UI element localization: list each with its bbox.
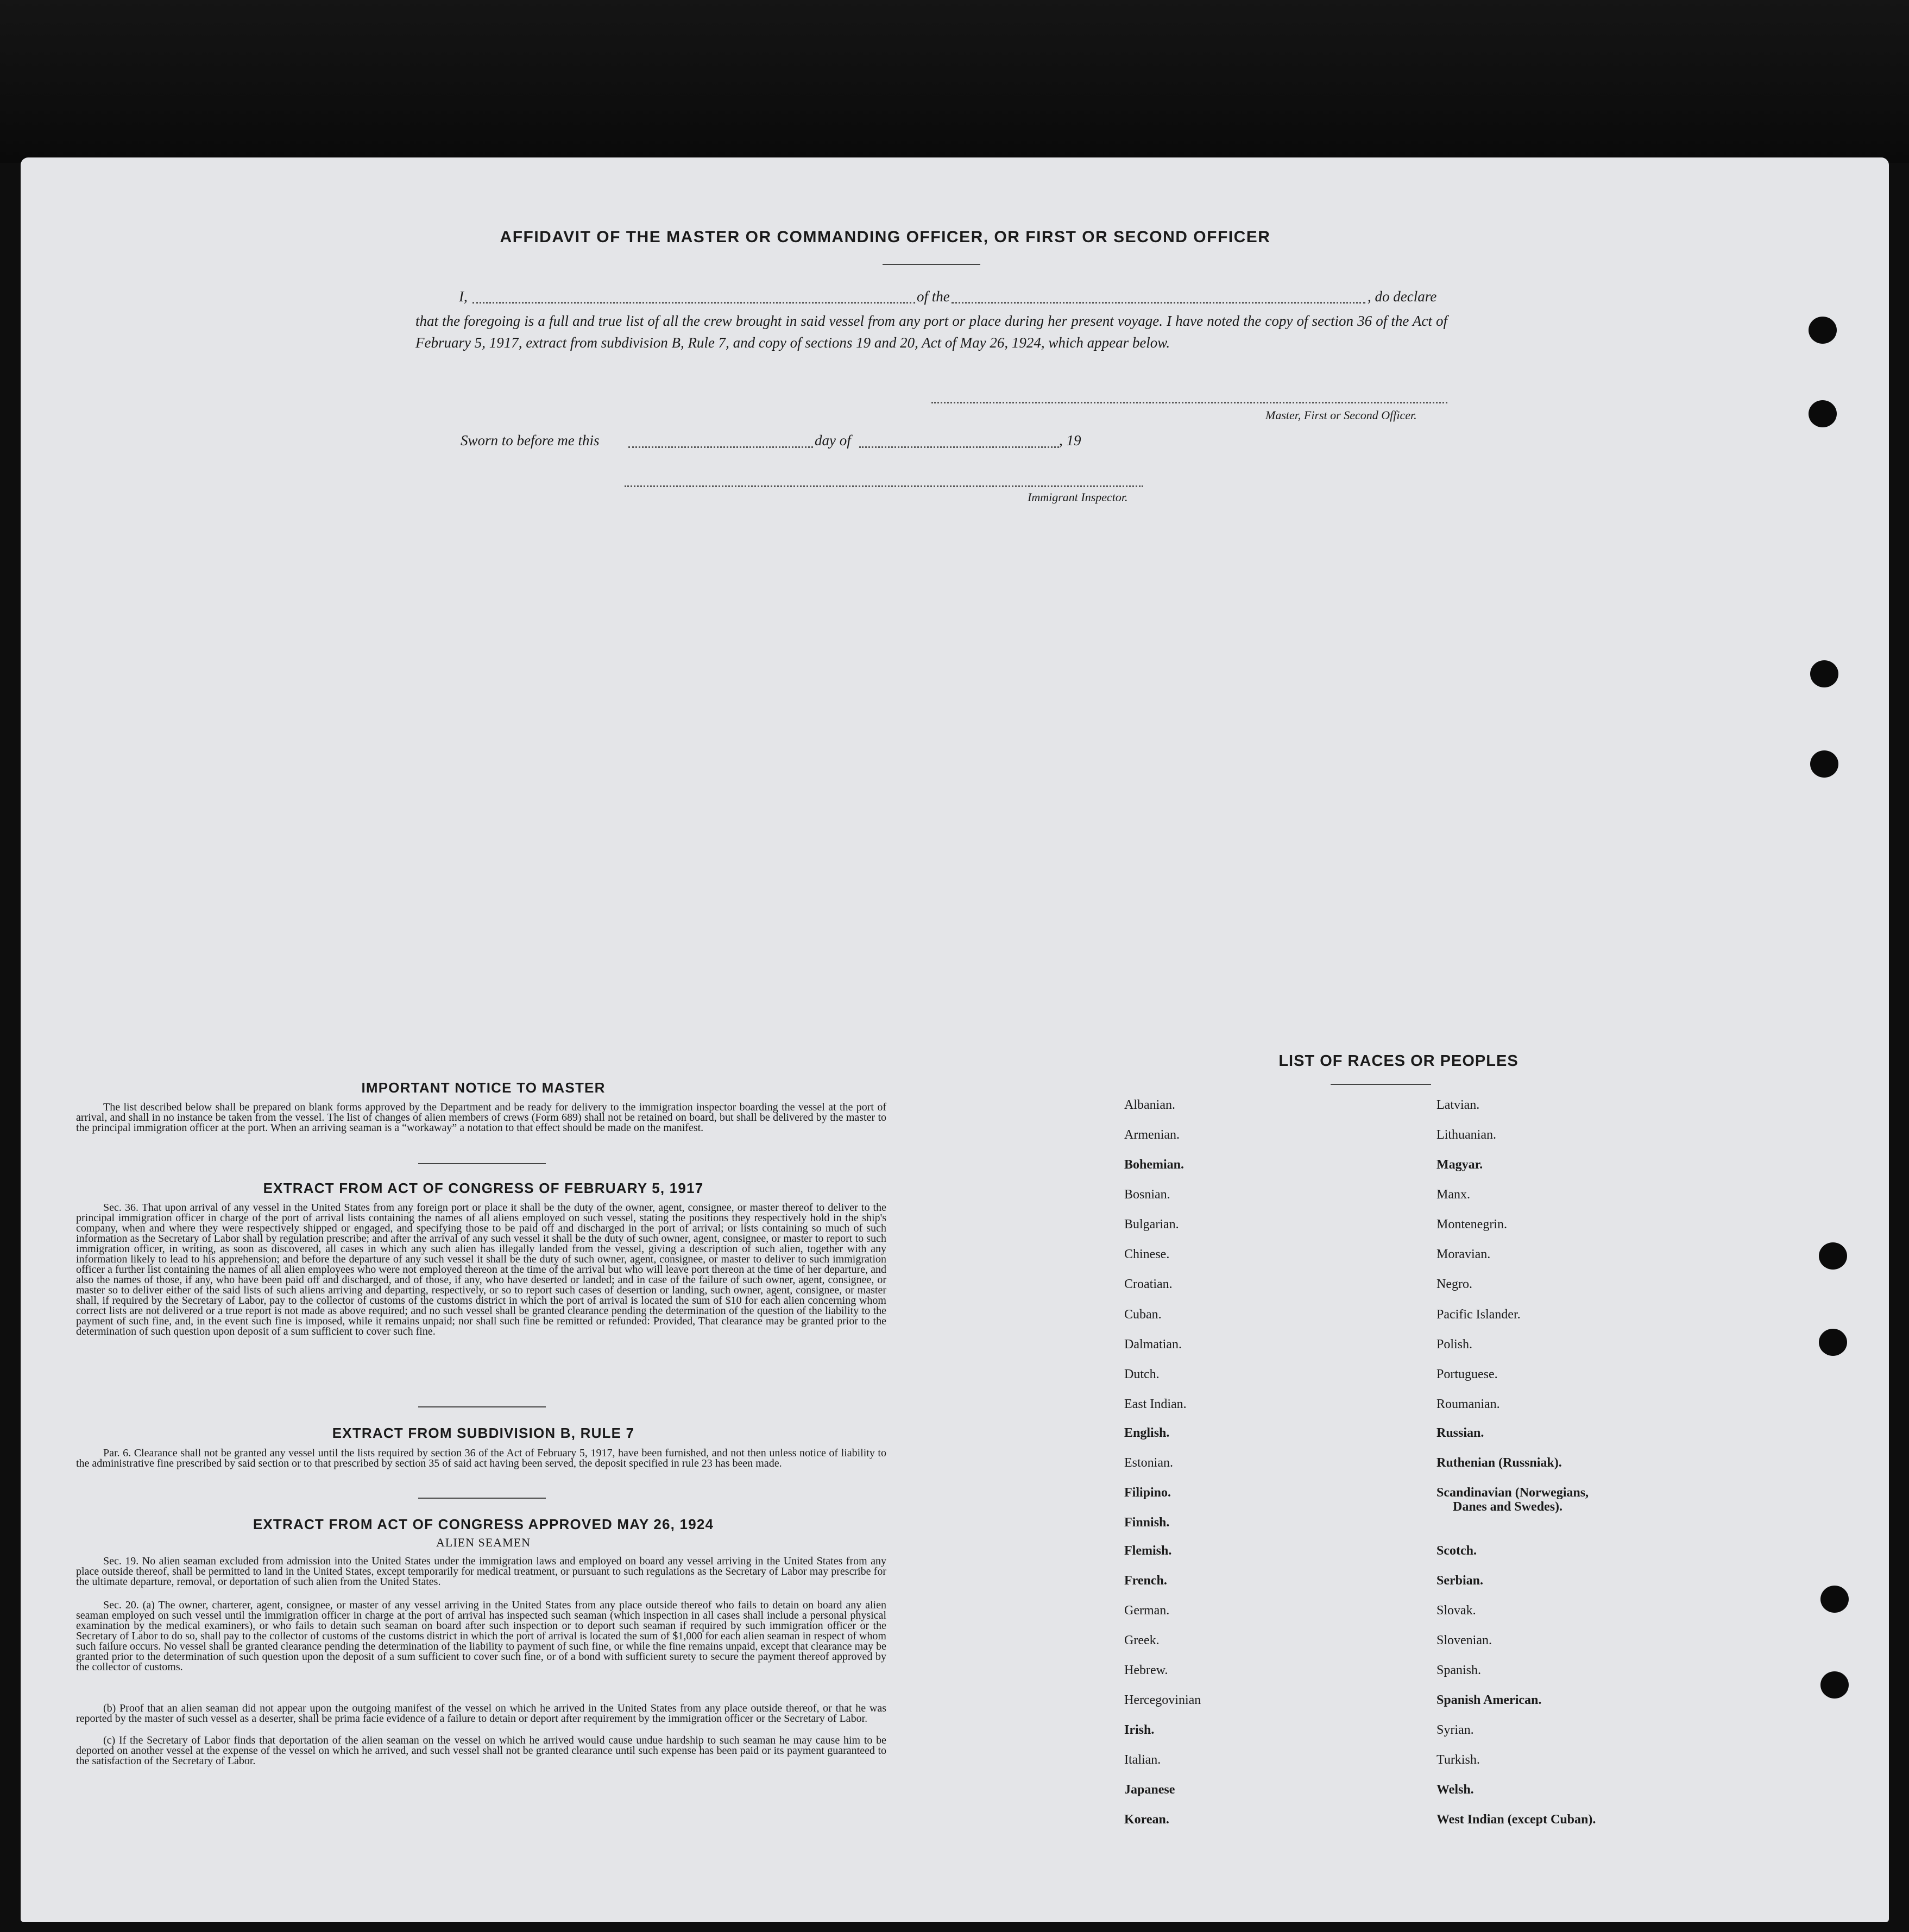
- extract-1924-title: EXTRACT FROM ACT OF CONGRESS APPROVED MAY 26, 1924: [253, 1516, 714, 1532]
- race-item: German.: [1124, 1603, 1170, 1618]
- race-item: Estonian.: [1124, 1456, 1173, 1470]
- divider: [1331, 1084, 1431, 1085]
- affidavit-of-the: of the: [917, 288, 950, 305]
- race-item: Dutch.: [1124, 1367, 1160, 1381]
- race-item: Korean.: [1124, 1813, 1169, 1827]
- sec19-text: Sec. 19. No alien seaman excluded from admission into the United States under the immigration laws and employed on board any vessel arriving in the United States from any place outside thereof, shall be permitted to land in the United States, except temporarily for medical treatment, or pursuant to such regulations as the Secretary of Labor may prescribe for the ultimate departure, removal, or deportation of such alien from the United States.: [76, 1555, 886, 1588]
- scan-background: [0, 0, 1909, 163]
- inspector-signature-blank[interactable]: [625, 475, 1143, 487]
- divider: [418, 1163, 546, 1164]
- race-item: Scotch.: [1437, 1544, 1477, 1558]
- race-item: Portuguese.: [1437, 1367, 1498, 1381]
- race-item: Ruthenian (Russniak).: [1437, 1456, 1562, 1470]
- affidavit-i: I,: [459, 288, 468, 305]
- sworn-day-blank[interactable]: [628, 432, 813, 448]
- race-item: Finnish.: [1124, 1516, 1170, 1530]
- race-item: Polish.: [1437, 1337, 1473, 1352]
- sec20a-text: Sec. 20. (a) The owner, charterer, agent, consignee, or master of any vessel arriving in the United States from any place outside thereof who fails to detain on board any alien seaman employed on such vessel until the immigration officer in charge at the port of arrival has inspected such seaman (which inspection in all cases shall include a personal physical examination by the medical examiners), or who fails to detain such seaman on board after such inspection or to deport such seaman if required by such immigration officer or the Secretary of Labor to do so, shall pay to the collector of customs of the customs district in which the port of arrival is located the sum of $1,000 for each alien seaman in respect of whom such failure occurs. No vessel shall be granted clearance pending the determination of the liability to payment of such fine, or while the fine remains unpaid, except that clearance may be granted prior to the determination of such question upon the deposit of a sum sufficient to cover such fine, or of a bond with sufficient surety to secure the payment thereof approved by the collector of customs.: [76, 1599, 886, 1673]
- divider: [418, 1406, 546, 1407]
- punch-hole: [1819, 1329, 1847, 1356]
- race-item: Hebrew.: [1124, 1663, 1168, 1677]
- extract-1917-title: EXTRACT FROM ACT OF CONGRESS OF FEBRUARY 5, 1917: [263, 1180, 704, 1196]
- notice-title: IMPORTANT NOTICE TO MASTER: [361, 1079, 606, 1096]
- affidavit-declare: , do declare: [1368, 288, 1437, 305]
- race-item: Italian.: [1124, 1753, 1161, 1767]
- race-item: Filipino.: [1124, 1486, 1171, 1500]
- sworn-day: day of: [815, 432, 851, 449]
- race-item: Spanish American.: [1437, 1693, 1542, 1707]
- race-item: Croatian.: [1124, 1277, 1173, 1291]
- punch-hole: [1810, 750, 1838, 778]
- race-item: Japanese: [1124, 1783, 1175, 1797]
- name-blank[interactable]: [472, 288, 915, 304]
- punch-hole: [1820, 1586, 1849, 1613]
- extract-rule7-text: Par. 6. Clearance shall not be granted any vessel until the lists required by section 36 of the Act of February 5, 1917, have been furnished, and not then unless notice of liability to the administrative fine prescribed by said section or to that prescribed by section 35 of said act having been served, the deposit specified in rule 23 has been made.: [76, 1447, 886, 1469]
- race-item: Negro.: [1437, 1277, 1472, 1291]
- race-item: Pacific Islander.: [1437, 1308, 1521, 1322]
- master-caption: Master, First or Second Officer.: [1265, 408, 1417, 422]
- race-item: Dalmatian.: [1124, 1337, 1182, 1352]
- notice-text: The list described below shall be prepared on blank forms approved by the Department and be ready for delivery to the immigration inspector boarding the vessel at the port of arrival, and shall in no instance be taken from the vessel. The list of changes of alien members of crews (Form 689) shall not be retained on board, but shall be delivered by the master to the principal immigration officer at the port. When an arriving seaman is a “workaway” a notation to that effect should be made on the manifest.: [76, 1101, 886, 1134]
- extract-1917-text: Sec. 36. That upon arrival of any vessel in the United States from any foreign port or place it shall be the duty of the owner, agent, consignee, or master thereof to deliver to the principal immigration officer in charge of the port of arrival lists containing the names of all aliens employed on such vessel, stating the positions they respectively hold in the ship's company, when and where they were respectively shipped or engaged, and specifying those to be paid off and discharged in the port of arrival; or lists containing so much of such information as the Secretary of Labor shall by regulation prescribe; and after the arrival of any such vessel it shall be the duty of such owner, agent, consignee, or master to report to such immigration officer, in writing, as soon as discovered, all cases in which any such alien has illegally landed from the vessel, giving a description of such alien, together with any information likely to lead to his apprehension; and before the departure of any such vessel it shall be the duty of such owner, agent, consignee, or master to deliver to such immigration officer a further list containing the names of all alien employees who were not employed thereon at the time of the arrival but who will leave port thereon at the time of her departure, and also the names of those, if any, who have been paid off and discharged, and of those, if any, who have deserted or landed; and in case of the failure of such owner, agent, consignee, or master so to deliver either of the said lists of such aliens arriving and departing, respectively, or so to report such cases of desertion or landing, such owner, agent, consignee, or master shall, if required by the Secretary of Labor, pay to the collector of customs of the customs district in which the port of arrival is located the sum of $10 for each alien concerning whom correct lists are not delivered or a true report is not made as above required; and no such vessel shall be granted clearance pending the determination of the question of the liability to the payment of such fine, and, in the event such fine is imposed, while it remains unpaid; nor shall such fine be remitted or refunded: Provided, That clearance may be granted prior to the determination of such question upon deposit of a sum sufficient to cover such fine.: [76, 1202, 886, 1337]
- punch-hole: [1809, 400, 1837, 427]
- punch-hole: [1810, 660, 1838, 687]
- punch-hole: [1809, 317, 1837, 344]
- race-item: Greek.: [1124, 1633, 1160, 1647]
- race-item: Danes and Swedes).: [1453, 1500, 1563, 1514]
- affidavit-body: that the foregoing is a full and true list of all the crew brought in said vessel from any port or place during her present voyage. I have noted the copy of section 36 of the Act of February 5, 1917, extract from subdivision B, Rule 7, and copy of sections 19 and 20, Act of May 26, 1924, which appear below.: [415, 313, 1447, 351]
- race-item: Bulgarian.: [1124, 1217, 1179, 1232]
- sworn-prefix: Sworn to before me this: [461, 432, 600, 449]
- race-item: Manx.: [1437, 1188, 1470, 1202]
- race-item: Chinese.: [1124, 1247, 1170, 1261]
- race-item: Slovenian.: [1437, 1633, 1492, 1647]
- punch-hole: [1820, 1671, 1849, 1699]
- race-item: Hercegovinian: [1124, 1693, 1201, 1707]
- divider: [883, 264, 980, 265]
- race-item: East Indian.: [1124, 1397, 1187, 1411]
- race-item: Moravian.: [1437, 1247, 1491, 1261]
- race-item: Cuban.: [1124, 1308, 1162, 1322]
- race-item: Scandinavian (Norwegians,: [1437, 1486, 1589, 1500]
- races-title: LIST OF RACES OR PEOPLES: [1278, 1052, 1519, 1070]
- sworn-month-blank[interactable]: [859, 432, 1059, 448]
- sec20c-text: (c) If the Secretary of Labor finds that deportation of the alien seaman on the vessel on which he arrived would cause undue hardship to such seaman he may cause him to be deported on another vessel at the expense of the vessel on which he arrived, and such vessel shall not be granted clearance until such expense has been paid or its payment guaranteed to the satisfaction of the Secretary of Labor.: [76, 1734, 886, 1767]
- affidavit-title: AFFIDAVIT OF THE MASTER OR COMMANDING OFFICER, OR FIRST OR SECOND OFFICER: [500, 228, 1271, 246]
- race-item: Magyar.: [1437, 1158, 1483, 1172]
- race-item: Turkish.: [1437, 1753, 1480, 1767]
- punch-hole: [1819, 1242, 1847, 1270]
- sworn-year: , 19: [1059, 432, 1081, 449]
- race-item: Spanish.: [1437, 1663, 1482, 1677]
- divider: [418, 1498, 546, 1499]
- race-item: Albanian.: [1124, 1098, 1175, 1112]
- race-item: French.: [1124, 1574, 1167, 1588]
- vessel-blank[interactable]: [952, 288, 1365, 304]
- race-item: Montenegrin.: [1437, 1217, 1507, 1232]
- race-item: Slovak.: [1437, 1603, 1476, 1618]
- race-item: Russian.: [1437, 1426, 1484, 1440]
- inspector-caption: Immigrant Inspector.: [1028, 490, 1128, 504]
- race-item: Flemish.: [1124, 1544, 1172, 1558]
- race-item: Latvian.: [1437, 1098, 1480, 1112]
- race-item: West Indian (except Cuban).: [1437, 1813, 1596, 1827]
- race-item: Syrian.: [1437, 1723, 1474, 1737]
- race-item: Bosnian.: [1124, 1188, 1170, 1202]
- race-item: Irish.: [1124, 1723, 1155, 1737]
- sec20b-text: (b) Proof that an alien seaman did not appear upon the outgoing manifest of the vessel on which he arrived in the United States from any place outside thereof, or that he was reported by the master of such vessel as a deserter, shall be prima facie evidence of a failure to detain or deport after requirement by the immigration officer or the Secretary of Labor.: [76, 1702, 886, 1725]
- race-item: Roumanian.: [1437, 1397, 1500, 1411]
- race-item: Serbian.: [1437, 1574, 1484, 1588]
- race-item: English.: [1124, 1426, 1170, 1440]
- race-item: Lithuanian.: [1437, 1128, 1496, 1142]
- race-item: Bohemian.: [1124, 1158, 1185, 1172]
- race-item: Welsh.: [1437, 1783, 1474, 1797]
- alien-seamen-subtitle: ALIEN SEAMEN: [436, 1536, 531, 1549]
- race-item: Armenian.: [1124, 1128, 1180, 1142]
- extract-rule7-title: EXTRACT FROM SUBDIVISION B, RULE 7: [332, 1425, 635, 1441]
- master-signature-blank[interactable]: [931, 391, 1447, 403]
